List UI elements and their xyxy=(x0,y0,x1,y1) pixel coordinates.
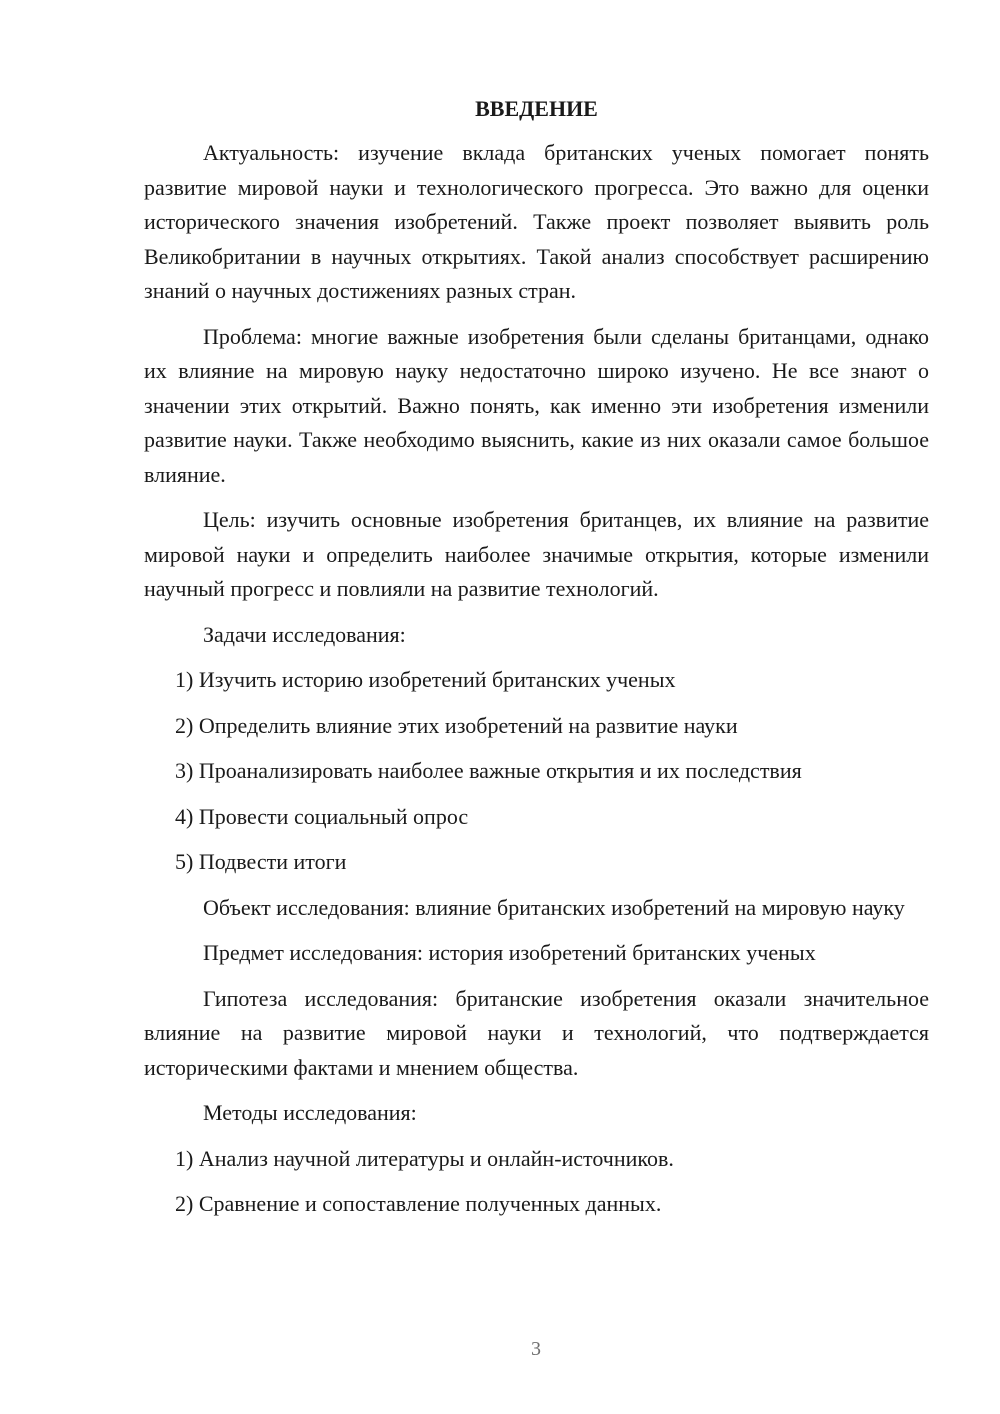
tasks-list xyxy=(144,663,929,880)
goal-paragraph: Цель: изучить основные изобретения британцев, их влияние на развитие мировой науки и определить наиболее значимые открытия, которые изменили научный прогресс и повлияли на развитие технологий. xyxy=(144,507,929,601)
list-item: 3) Проанализировать наиболее важные открытия и их последствия xyxy=(175,758,802,783)
page-content xyxy=(144,92,929,1233)
methods-list xyxy=(144,1142,929,1222)
page-number: 3 xyxy=(531,1338,541,1360)
list-item: 1) Анализ научной литературы и онлайн-источников. xyxy=(175,1145,674,1171)
problem-paragraph: Проблема: многие важные изобретения были сделаны британцами, однако их влияние на мировую науку недостаточно широко изучено. Не все знают о значении этих открытий. Важно понять, как именно эти изобретения изменили развитие науки. Также необходимо выяснить, какие из них оказали самое большое влияние. xyxy=(144,323,929,487)
list-item: 1) Изучить историю изобретений британских ученых xyxy=(175,667,676,692)
tasks-heading: Задачи исследования: xyxy=(203,621,406,647)
hypothesis-paragraph: Гипотеза исследования: британские изобретения оказали значительное влияние на развитие мировой науки и технологий, что подтверждается историческими фактами и мнением общества. xyxy=(144,985,929,1080)
object-paragraph: Объект исследования: влияние британских изобретений на мировую науку xyxy=(203,894,905,920)
subject-paragraph: Предмет исследования: история изобретений британских ученых xyxy=(203,940,816,965)
section-title: ВВЕДЕНИЕ xyxy=(475,96,598,121)
list-item: 4) Провести социальный опрос xyxy=(175,803,469,829)
relevance-paragraph: Актуальность: изучение вклада британских ученых помогает понять развитие мировой науки и технологического прогресса. Это важно для оценки исторического значения изобретений. Также проект позволяет выявить роль Великобритании в научных открытиях. Такой анализ способствует расширению знаний о научных достижениях разных стран. xyxy=(144,140,929,303)
methods-heading: Методы исследования: xyxy=(203,1100,417,1125)
list-item: 5) Подвести итоги xyxy=(175,849,347,874)
list-item: 2) Определить влияние этих изобретений на развитие науки xyxy=(175,712,738,738)
list-item: 2) Сравнение и сопоставление полученных данных. xyxy=(175,1191,662,1216)
